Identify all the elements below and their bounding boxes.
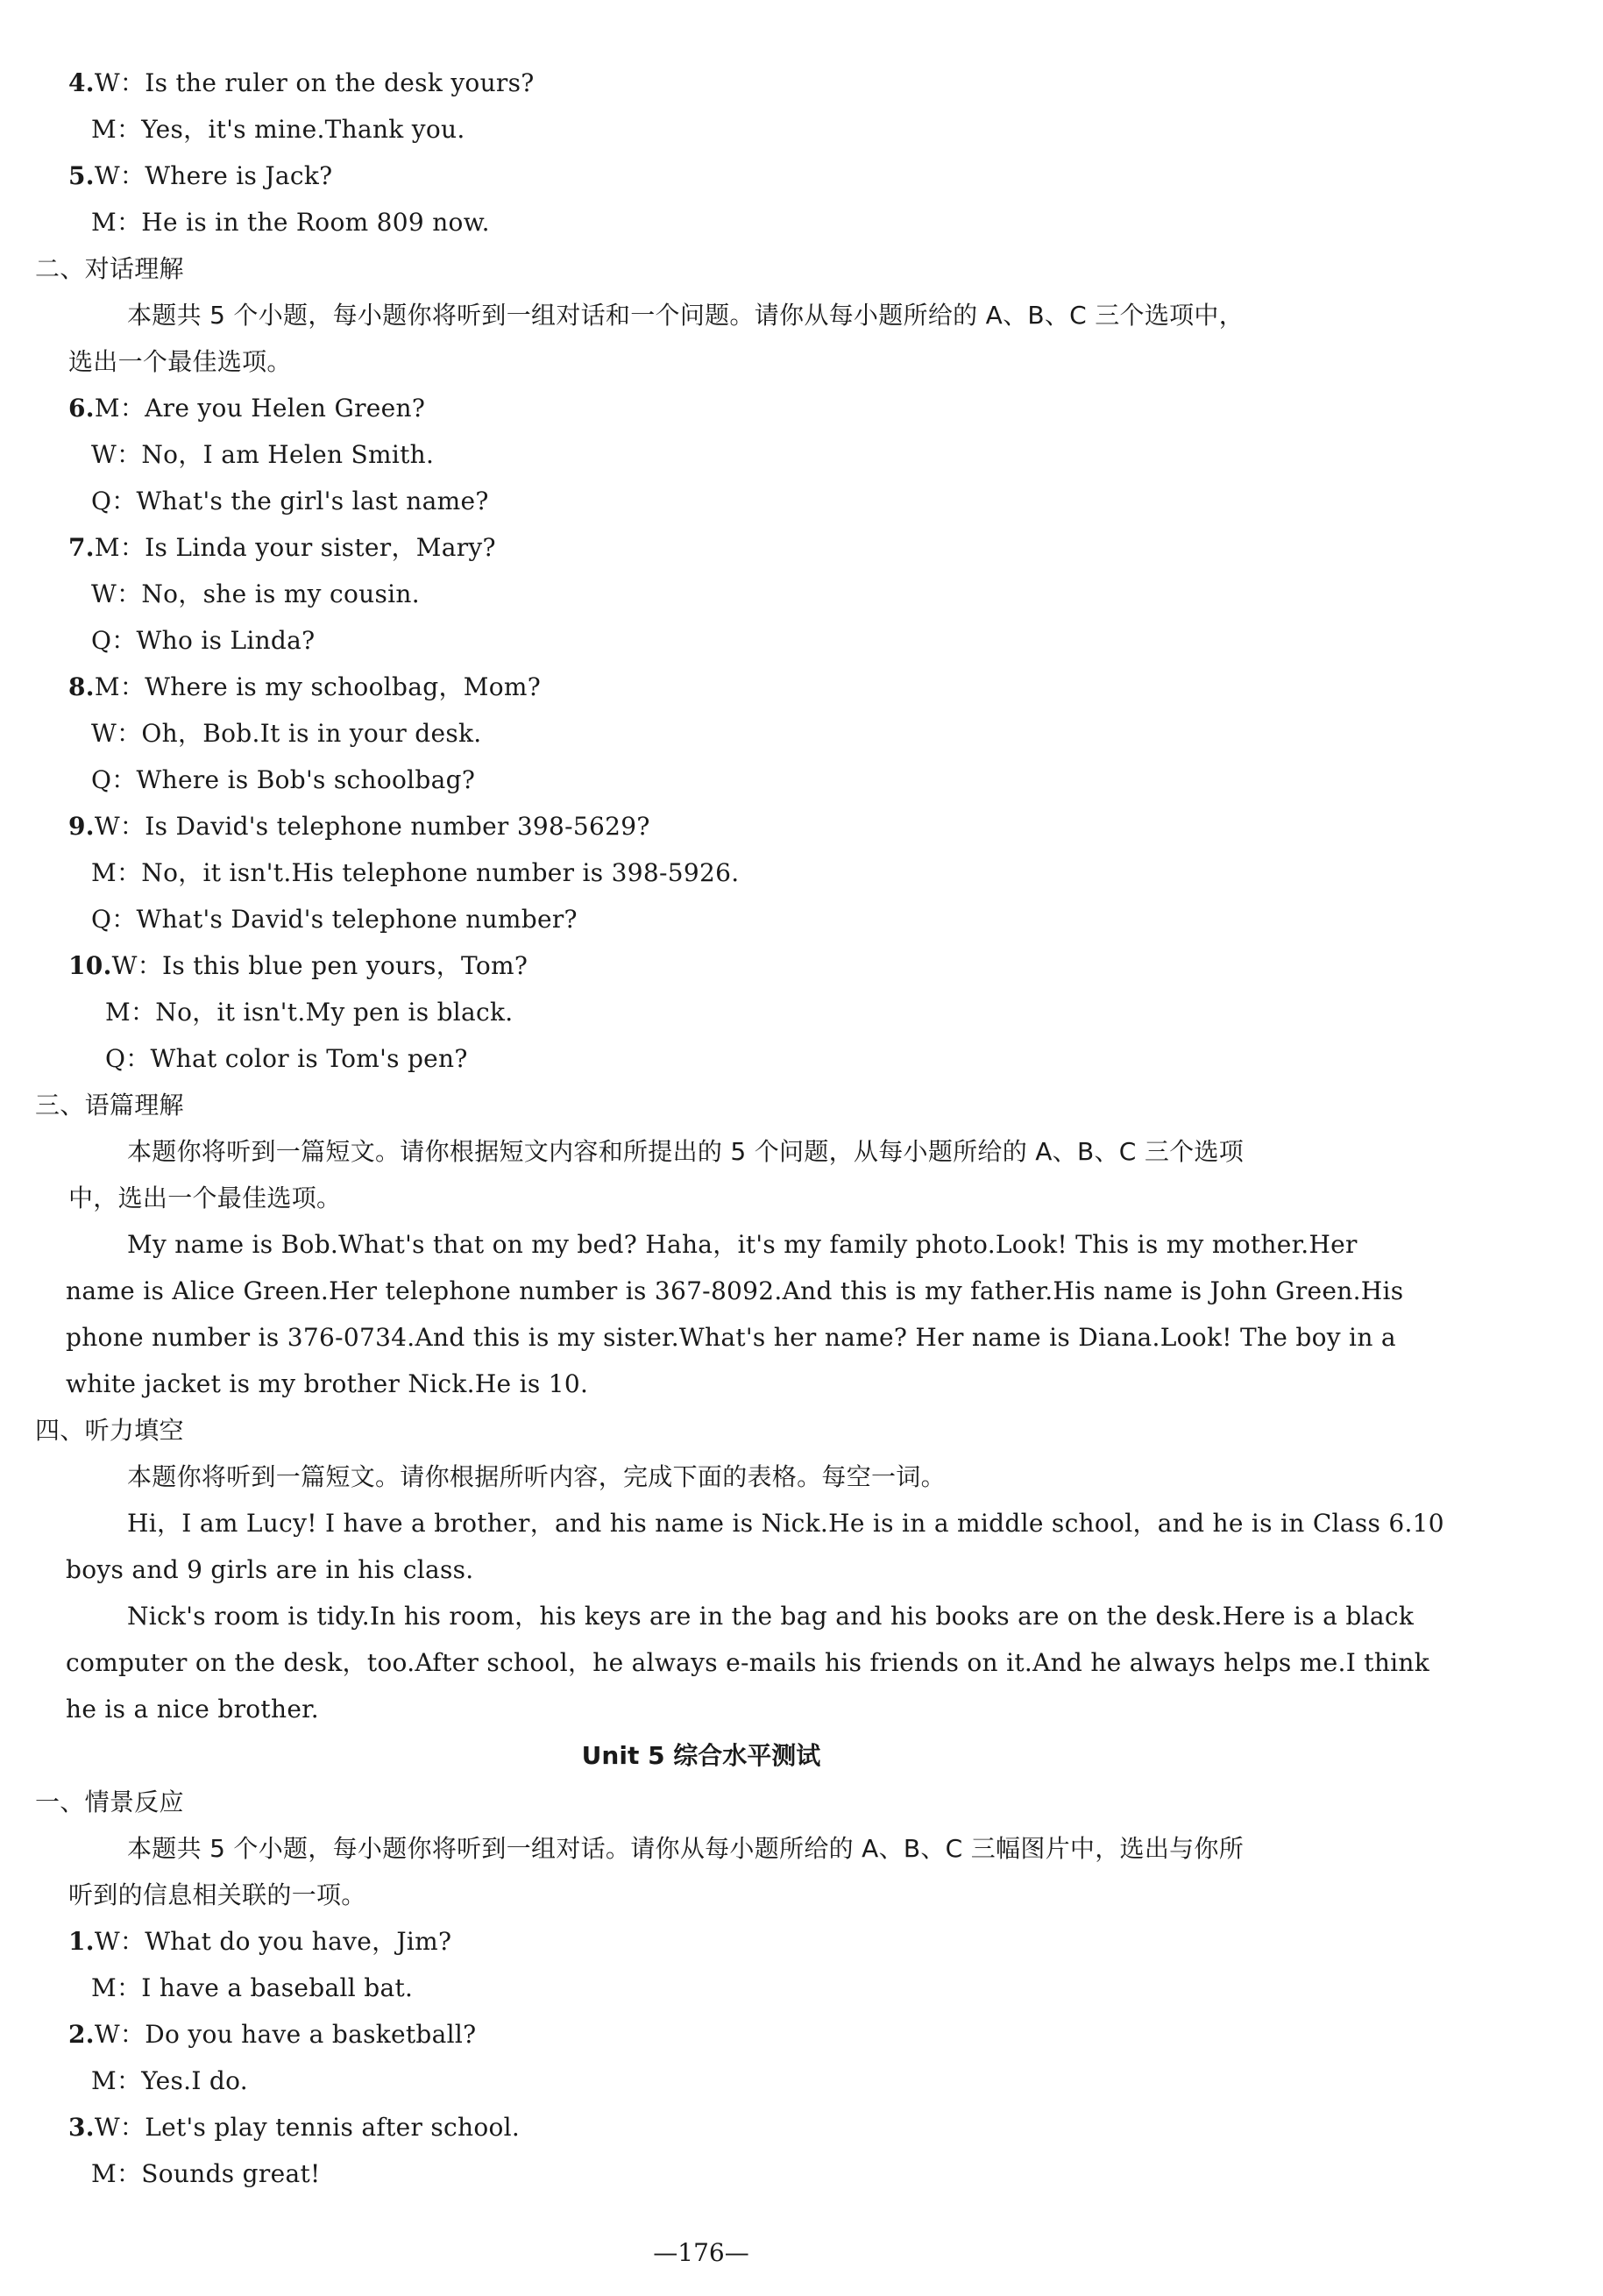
u5-q1-speaker-w: W：What do you have，Jim? (94, 1927, 452, 1956)
part4-passage-line-2: boys and 9 girls are in his class. (66, 1555, 474, 1584)
u5-q2-line-2: M：Yes.I do. (91, 2066, 249, 2095)
u5-q1-line-2: M：I have a baseball bat. (91, 1973, 414, 2002)
unit5-title: Unit 5 综合水平测试 (581, 1741, 821, 1770)
q9-question: Q：What's David's telephone number? (91, 905, 578, 934)
u5-q2-speaker-w: W：Do you have a basketball? (94, 2020, 477, 2049)
q10-line-2: M：No，it isn't.My pen is black. (105, 998, 514, 1027)
part2-instructions-2: 选出一个最佳选项。 (68, 347, 292, 376)
q8-line-1 (68, 672, 541, 702)
q8-line-2: W：Oh，Bob.It is in your desk. (91, 719, 482, 748)
q9-line-2: M：No，it isn't.His telephone number is 398-5926. (91, 858, 740, 887)
part4-passage-line-1: Hi，I am Lucy! I have a brother，and his name is Nick.He is in a middle school，and he is in Class 6.10 (127, 1509, 1444, 1538)
q5-number: 5. (68, 161, 95, 190)
q10-number: 10. (68, 951, 112, 980)
part4-passage-line-3: Nick's room is tidy.In his room，his keys are in the bag and his books are on the desk.Here is a black (127, 1602, 1415, 1631)
u5-q3-line-1 (68, 2113, 520, 2143)
q7-line-2: W：No，she is my cousin. (91, 579, 420, 608)
q7-question: Q：Who is Linda? (91, 626, 316, 655)
part3-instructions-2: 中，选出一个最佳选项。 (68, 1184, 342, 1212)
q8-question: Q：Where is Bob's schoolbag? (91, 765, 476, 794)
unit5-instructions-1: 本题共 5 个小题，每小题你将听到一组对话。请你从每小题所给的 A、B、C 三幅图片中，选出与你所 (127, 1834, 1245, 1863)
u5-q2-number: 2. (68, 2020, 95, 2049)
q6-number: 6. (68, 394, 95, 423)
q4-speaker-w: W：Is the ruler on the desk yours? (94, 68, 535, 97)
part4-passage-line-4: computer on the desk，too.After school，he always e-mails his friends on it.And he always helps me.I think (66, 1648, 1430, 1677)
q7-line-1 (68, 533, 496, 563)
q6-question: Q：What's the girl's last name? (91, 487, 489, 515)
part4-heading: 四、听力填空 (35, 1416, 184, 1445)
part3-passage-line-1: My name is Bob.What's that on my bed? Haha，it's my family photo.Look! This is my mother.Her (127, 1230, 1358, 1259)
q7-speaker-a: M：Is Linda your sister，Mary? (94, 533, 496, 562)
u5-q1-number: 1. (68, 1927, 95, 1956)
u5-q3-number: 3. (68, 2113, 95, 2142)
part3-passage-line-4: white jacket is my brother Nick.He is 10. (66, 1369, 589, 1398)
part2-instructions-1: 本题共 5 个小题，每小题你将听到一组对话和一个问题。请你从每小题所给的 A、B、C 三个选项中， (127, 301, 1245, 330)
q10-speaker-a: W：Is this blue pen yours，Tom? (111, 951, 528, 980)
part4-passage-line-5: he is a nice brother. (66, 1695, 319, 1724)
q10-question: Q：What color is Tom's pen? (105, 1044, 468, 1073)
q6-speaker-a: M：Are you Helen Green? (94, 394, 426, 423)
u5-q2-line-1 (68, 2020, 476, 2050)
part3-heading: 三、语篇理解 (35, 1091, 184, 1120)
unit5-instructions-2: 听到的信息相关联的一项。 (68, 1880, 366, 1909)
part2-heading: 二、对话理解 (35, 254, 184, 283)
q9-line-1 (68, 812, 650, 842)
q7-number: 7. (68, 533, 95, 562)
q9-speaker-a: W：Is David's telephone number 398-5629? (94, 812, 650, 841)
u5-q3-speaker-w: W：Let's play tennis after school. (94, 2113, 521, 2142)
q6-line-1 (68, 394, 425, 423)
page-number: —176— (653, 2238, 749, 2267)
q4-number: 4. (68, 68, 95, 97)
q5-line-2: M：He is in the Room 809 now. (91, 208, 490, 237)
part3-passage-line-2: name is Alice Green.Her telephone number is 367-8092.And this is my father.His name is John Green.His (66, 1276, 1404, 1305)
q4-line-1 (68, 68, 535, 98)
unit5-part1-heading: 一、情景反应 (35, 1788, 184, 1816)
part4-instructions: 本题你将听到一篇短文。请你根据所听内容，完成下面的表格。每空一词。 (127, 1462, 946, 1491)
u5-q3-line-2: M：Sounds great! (91, 2159, 321, 2188)
q5-speaker-w: W：Where is Jack? (94, 161, 333, 190)
part3-passage-line-3: phone number is 376-0734.And this is my sister.What's her name? Her name is Diana.Look! The boy in a (66, 1323, 1396, 1352)
q9-number: 9. (68, 812, 95, 841)
q5-line-1 (68, 161, 332, 191)
q10-line-1 (68, 951, 528, 981)
q4-line-2: M：Yes，it's mine.Thank you. (91, 115, 465, 144)
q8-speaker-a: M：Where is my schoolbag，Mom? (94, 672, 542, 701)
u5-q1-line-1 (68, 1927, 451, 1957)
q8-number: 8. (68, 672, 95, 701)
q6-line-2: W：No，I am Helen Smith. (91, 440, 435, 469)
part3-instructions-1: 本题你将听到一篇短文。请你根据短文内容和所提出的 5 个问题，从每小题所给的 A、B、C 三个选项 (127, 1137, 1245, 1166)
